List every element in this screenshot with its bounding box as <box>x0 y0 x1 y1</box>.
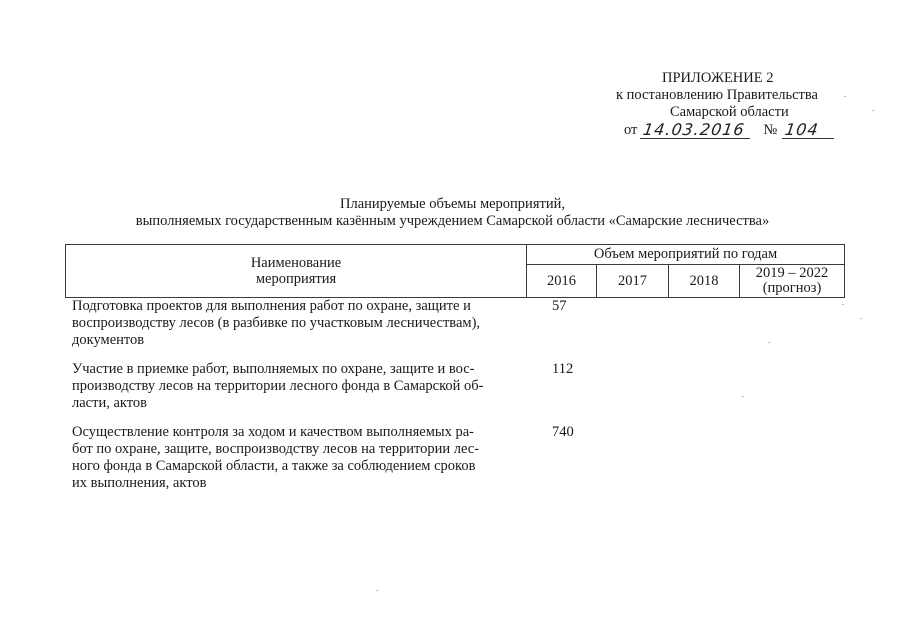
header-year-2018: 2018 <box>669 265 740 297</box>
header-forecast-label: (прогноз) <box>762 280 822 296</box>
header-name-cell <box>66 245 527 297</box>
row-activity-name <box>72 298 510 349</box>
number-sign: № <box>763 122 778 138</box>
header-name-line-2: мероприятия <box>255 271 337 287</box>
appendix-date-number-row <box>600 122 850 139</box>
scan-speck <box>768 342 770 343</box>
row-text-line: ного фонда в Самарской области, а также за соблюдением сроков <box>72 458 476 474</box>
table-row <box>72 424 842 492</box>
row-activity-name <box>72 361 510 412</box>
row-value-2016: 740 <box>552 424 574 440</box>
header-years-group: Объем мероприятий по годам <box>527 245 844 265</box>
row-value-2016: 112 <box>552 361 574 377</box>
row-text-line: их выполнения, актов <box>72 475 207 491</box>
header-year-2017: 2017 <box>597 265 669 297</box>
table-row <box>72 361 842 412</box>
table-row <box>72 298 842 349</box>
header-year-2016: 2016 <box>527 265 597 297</box>
scan-speck <box>376 590 378 591</box>
appendix-title: ПРИЛОЖЕНИЕ 2 <box>662 70 774 86</box>
row-text-line: производству лесов на территории лесного фонда в Самарской об- <box>72 378 484 394</box>
scan-speck <box>844 96 846 97</box>
row-text-line: бот по охране, защите, воспроизводству лесов на территории лес- <box>72 441 480 457</box>
row-text-line: документов <box>72 332 145 348</box>
handwritten-date: 14.03.2016 <box>640 122 752 139</box>
appendix-region-line: Самарской области <box>670 104 789 120</box>
title-line-2: выполняемых государственным казённым учреждением Самарской области «Самарские лесничества» <box>135 213 770 229</box>
appendix-block <box>600 70 850 139</box>
scan-speck <box>872 110 874 111</box>
header-forecast-years: 2019 – 2022 <box>755 265 829 281</box>
date-prefix: от <box>624 122 638 138</box>
scan-speck <box>742 396 744 397</box>
row-text-line: Подготовка проектов для выполнения работ по охране, защите и <box>72 298 471 314</box>
row-text-line: воспроизводству лесов (в разбивке по участковым лесничествам), <box>72 315 481 331</box>
document-title <box>60 196 845 230</box>
table-body <box>72 298 842 492</box>
row-activity-name <box>72 424 506 492</box>
appendix-decree-line: к постановлению Правительства <box>616 87 818 103</box>
scan-speck <box>860 318 862 319</box>
header-forecast <box>740 265 844 297</box>
row-value-2016: 57 <box>552 298 567 314</box>
table-header <box>65 244 845 298</box>
scan-speck <box>842 304 844 305</box>
row-text-line: ласти, актов <box>72 395 147 411</box>
handwritten-number: 104 <box>782 122 836 139</box>
header-name-line-1: Наименование <box>250 255 342 271</box>
title-line-1: Планируемые объемы мероприятий, <box>340 196 565 212</box>
row-text-line: Осуществление контроля за ходом и качеством выполняемых ра- <box>72 424 475 440</box>
row-text-line: Участие в приемке работ, выполняемых по охране, защите и вос- <box>72 361 475 377</box>
